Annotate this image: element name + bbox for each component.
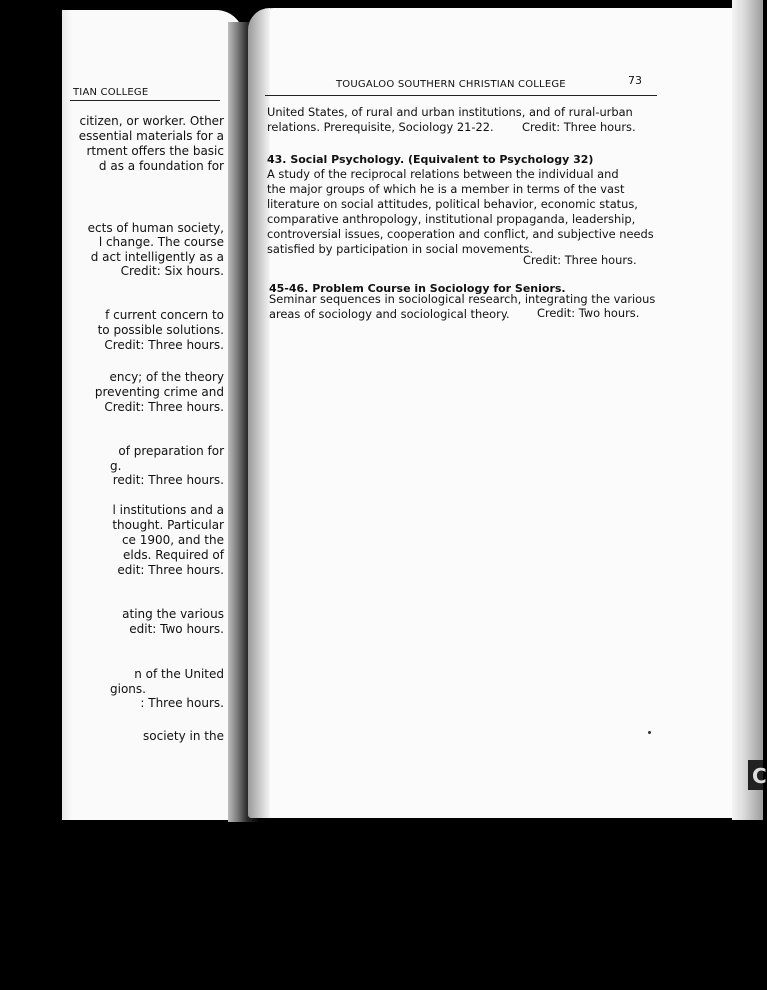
left-page-text — [78, 0, 224, 990]
course-heading: 43. Social Psychology. (Equivalent to Psychology 32) — [267, 153, 594, 166]
body-line: satisfied by participation in social movements. — [267, 242, 533, 256]
left-line: d as a foundation for — [98, 159, 224, 173]
left-line: g. — [110, 459, 122, 473]
page-number: 73 — [628, 74, 642, 87]
left-line: preventing crime and — [94, 385, 224, 399]
left-line: ency; of the theory — [109, 370, 224, 384]
left-line: d act intelligently as a — [90, 250, 224, 264]
body-line: controversial issues, cooperation and conflict, and subjective needs — [267, 227, 654, 241]
body-line: comparative anthropology, institutional propaganda, leadership, — [267, 212, 636, 226]
body-line: literature on social attitudes, political behavior, economic status, — [267, 197, 638, 211]
left-line: citizen, or worker. Other — [79, 114, 224, 128]
next-page-glyph: C — [752, 764, 767, 788]
left-page-header: TIAN COLLEGE — [73, 87, 149, 98]
left-line: ce 1900, and the — [121, 533, 224, 547]
left-line: l institutions and a — [112, 503, 224, 517]
left-line: ating the various — [122, 607, 224, 621]
left-line: thought. Particular — [112, 518, 224, 532]
left-line: rtment offers the basic — [86, 144, 224, 158]
left-line: redit: Three hours. — [112, 473, 224, 487]
left-line: ects of human society, — [87, 221, 224, 235]
scan-speck — [648, 731, 651, 734]
left-line: Credit: Three hours. — [104, 400, 224, 414]
left-line: essential materials for a — [78, 129, 224, 143]
credit-text: Credit: Three hours. — [522, 120, 636, 134]
left-line: Credit: Six hours. — [120, 264, 224, 278]
left-line: f current concern to — [105, 308, 224, 322]
body-line: Seminar sequences in sociological research, integrating the various — [269, 292, 656, 306]
body-line: United States, of rural and urban institutions, and of rural-urban — [267, 105, 633, 119]
body-line: areas of sociology and sociological theory. — [269, 307, 510, 321]
body-line: the major groups of which he is a member in terms of the vast — [267, 182, 625, 196]
left-line: : Three hours. — [140, 696, 224, 710]
body-line: A study of the reciprocal relations between the individual and — [267, 167, 619, 181]
body-line: relations. Prerequisite, Sociology 21-22. — [267, 120, 494, 134]
left-line: elds. Required of — [122, 548, 224, 562]
running-header: TOUGALOO SOUTHERN CHRISTIAN COLLEGE — [336, 79, 566, 90]
left-line: l change. The course — [98, 235, 224, 249]
left-line: to possible solutions. — [97, 323, 224, 337]
left-line: of preparation for — [118, 444, 224, 458]
credit-text: Credit: Three hours. — [523, 253, 637, 267]
left-line: edit: Three hours. — [117, 563, 224, 577]
left-line: gions. — [110, 682, 146, 696]
left-line: Credit: Three hours. — [104, 338, 224, 352]
right-page-edge-stack — [732, 0, 763, 820]
header-rule — [265, 95, 657, 96]
credit-text: Credit: Two hours. — [537, 306, 640, 320]
course-heading: 45-46. Problem Course in Sociology for Seniors. — [269, 282, 566, 295]
left-line: society in the — [143, 729, 224, 743]
left-line: n of the United — [134, 667, 224, 681]
left-line: edit: Two hours. — [129, 622, 224, 636]
